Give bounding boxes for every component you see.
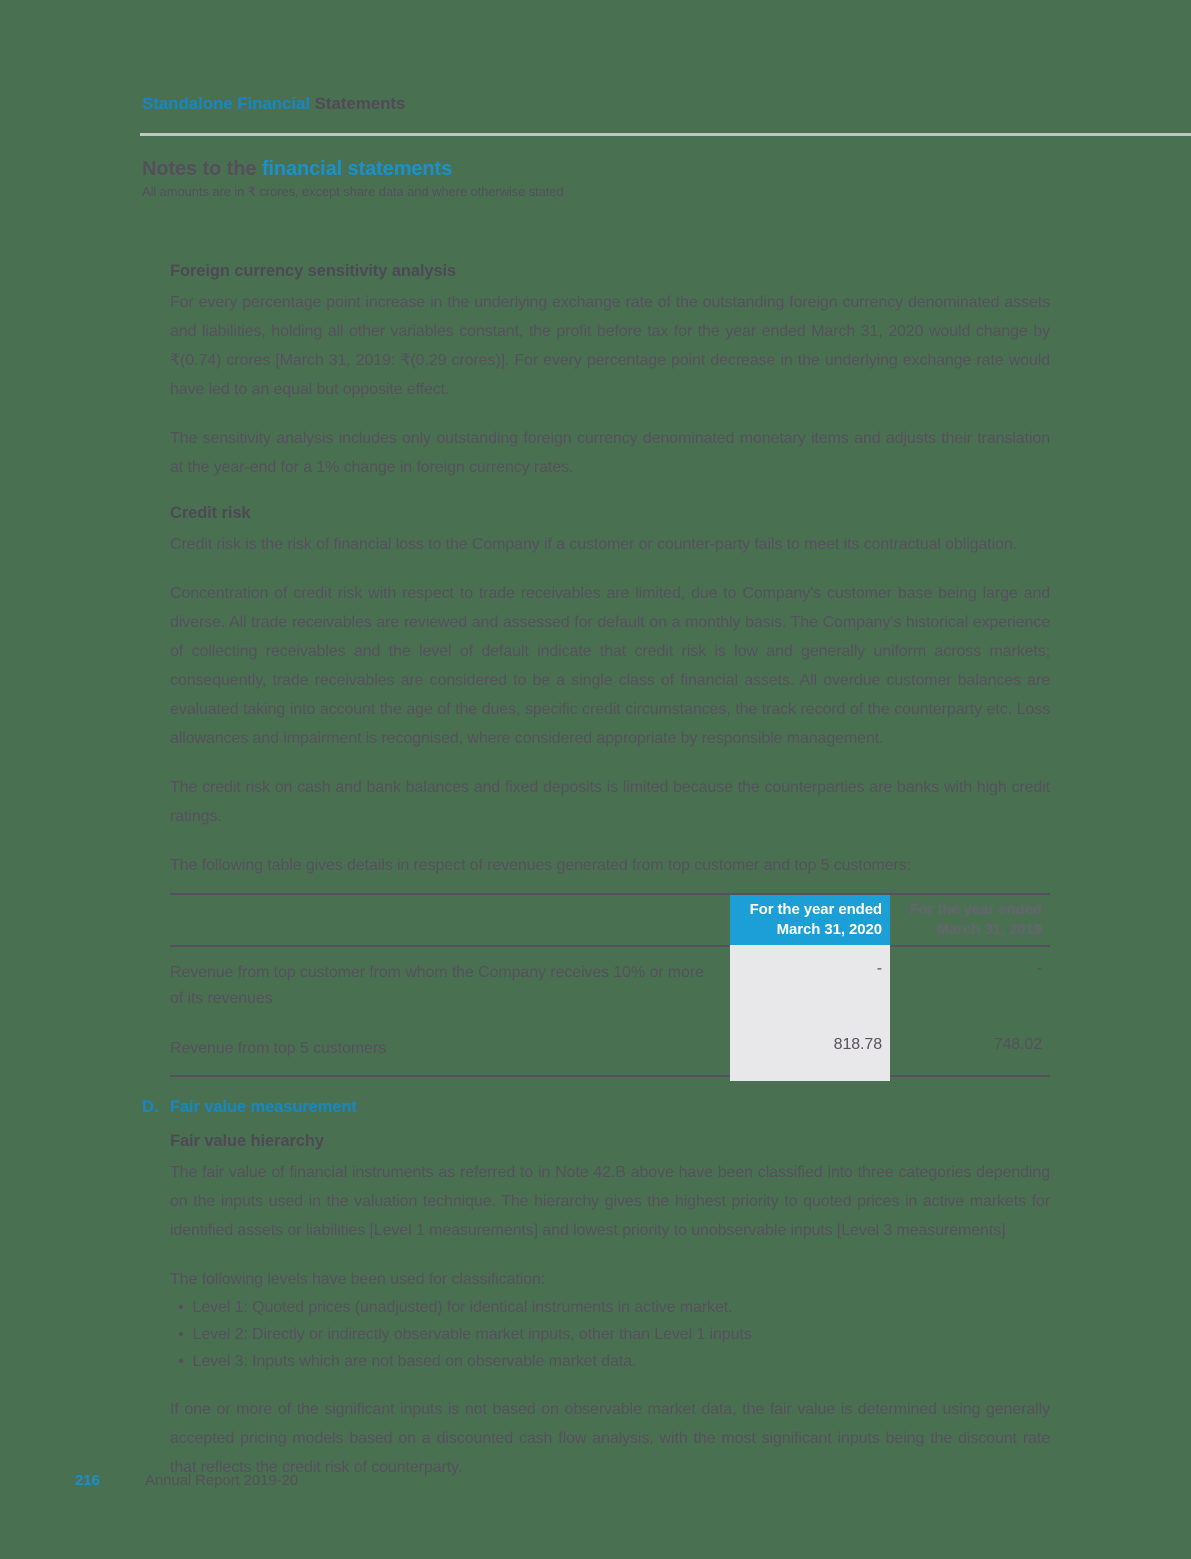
notes-header: [142, 158, 564, 200]
section-marker: D.: [142, 1098, 159, 1116]
paragraph-fx-2: The sensitivity analysis includes only outstanding foreign currency denominated monetary items and adjusts their translation at the year-end for a 1% change in foreign currency rates.: [170, 430, 1050, 476]
table-row-label: Revenue from top customer from whom the Company receives 10% or more of its revenues: [170, 964, 704, 1007]
revenue-table: [170, 893, 1050, 1077]
paragraph-credit-1: Credit risk is the risk of financial loss to the Company if a customer or counter-party fails to meet its contractual obligation.: [170, 536, 1018, 553]
header-divider: [140, 133, 1191, 136]
table-row-value-2019: 748.02: [993, 1036, 1042, 1053]
page-header-title-gray: Statements: [310, 94, 406, 113]
paragraph-table-intro: The following table gives details in respect of revenues generated from top customer and top 5 customers:: [170, 857, 912, 874]
table-header-2020-line1: For the year ended: [749, 901, 882, 918]
table-row: [170, 947, 1050, 1023]
list-item-text: Level 1: Quoted prices (unadjusted) for identical instruments in active market.: [192, 1299, 733, 1316]
report-label: Annual Report 2019-20: [145, 1472, 299, 1489]
notes-title: [142, 158, 564, 181]
bullet-icon: •: [178, 1353, 184, 1370]
notes-subtitle: All amounts are in ₹ crores, except share data and where otherwise stated: [142, 184, 564, 199]
table-header-2019-line1: For the year ended: [909, 901, 1042, 918]
page-header-title-blue: Standalone Financial: [142, 94, 311, 113]
table-row-value-2020: -: [876, 960, 882, 977]
notes-title-blue: financial statements: [261, 158, 453, 180]
notes-title-gray: Notes to the: [142, 158, 262, 180]
page-header: [142, 94, 405, 114]
list-item-text: Level 2: Directly or indirectly observable market inputs, other than Level 1 inputs: [192, 1326, 752, 1343]
list-item: [170, 1321, 1050, 1348]
page-number: 216: [75, 1472, 100, 1489]
table-row-value-2019: -: [1036, 960, 1042, 977]
bullet-icon: •: [178, 1326, 184, 1343]
paragraph-credit-3: The credit risk on cash and bank balances and fixed deposits is limited because the counterparties are banks with high credit ratings.: [170, 779, 1050, 825]
list-item: [170, 1348, 1050, 1375]
heading-fx-sensitivity: Foreign currency sensitivity analysis: [170, 262, 457, 280]
heading-fair-value: Fair value measurement: [170, 1098, 357, 1116]
table-row: [170, 1023, 1050, 1075]
table-header-spacer: [170, 895, 730, 945]
heading-credit-risk: Credit risk: [170, 504, 251, 522]
table-header-row: [170, 895, 1050, 945]
paragraph-fair-value-2: If one or more of the significant inputs is not based on observable market data, the fair value is determined using generally accepted pricing models based on a discounted cash flow analysis, with the most significant inputs being the discount rate that reflects the credit risk of counterparty.: [170, 1401, 1050, 1476]
table-header-2020: [730, 895, 890, 945]
list-item-text: Level 3: Inputs which are not based on observable market data.: [192, 1353, 637, 1370]
paragraph-levels-intro: The following levels have been used for classification:: [170, 1271, 546, 1288]
table-row-label: Revenue from top 5 customers: [170, 1040, 386, 1057]
list-item: [170, 1294, 1050, 1321]
bullet-icon: •: [178, 1299, 184, 1316]
table-bottom-rule: [170, 1075, 1050, 1077]
table-header-2020-line2: March 31, 2020: [776, 921, 882, 938]
table-header-2019: [890, 895, 1050, 945]
levels-list: [170, 1294, 1050, 1375]
paragraph-fair-value-1: The fair value of financial instruments as referred to in Note 42.B above have been classified into three categories depending on the inputs used in the valuation technique. The hierarchy gives the highest priority to quoted prices in active markets for identified assets or liabilities [Level 1 measurements] and lowest priority to unobservable inputs [Level 3 measurements]: [170, 1164, 1050, 1239]
paragraph-fx-1: For every percentage point increase in the underlying exchange rate of the outstanding foreign currency denominated assets and liabilities, holding all other variables constant, the profit before tax for the year ended March 31, 2020 would change by ₹(0.74) crores [March 31, 2019: ₹(0.29 crores)]. For every percentage point decrease in the underlying exchange rate would have led to an equal but opposite effect.: [170, 294, 1050, 398]
table-row-value-2020: 818.78: [833, 1036, 882, 1053]
paragraph-credit-2: Concentration of credit risk with respect to trade receivables are limited, due to Company's customer base being large and diverse. All trade receivables are reviewed and assessed for default on a monthly basis. The Company's historical experience of collecting receivables and the level of default indicate that credit risk is low and generally uniform across markets; consequently, trade receivables are considered to be a single class of financial assets. All overdue customer balances are evaluated taking into account the age of the dues, specific credit circumstances, the track record of the counterparty etc. Loss allowances and impairment is recognised, where considered appropriate by responsible management.: [170, 585, 1050, 747]
table-header-2019-line2: March 31, 2019: [936, 921, 1042, 938]
heading-fair-value-hierarchy: Fair value hierarchy: [170, 1132, 324, 1150]
